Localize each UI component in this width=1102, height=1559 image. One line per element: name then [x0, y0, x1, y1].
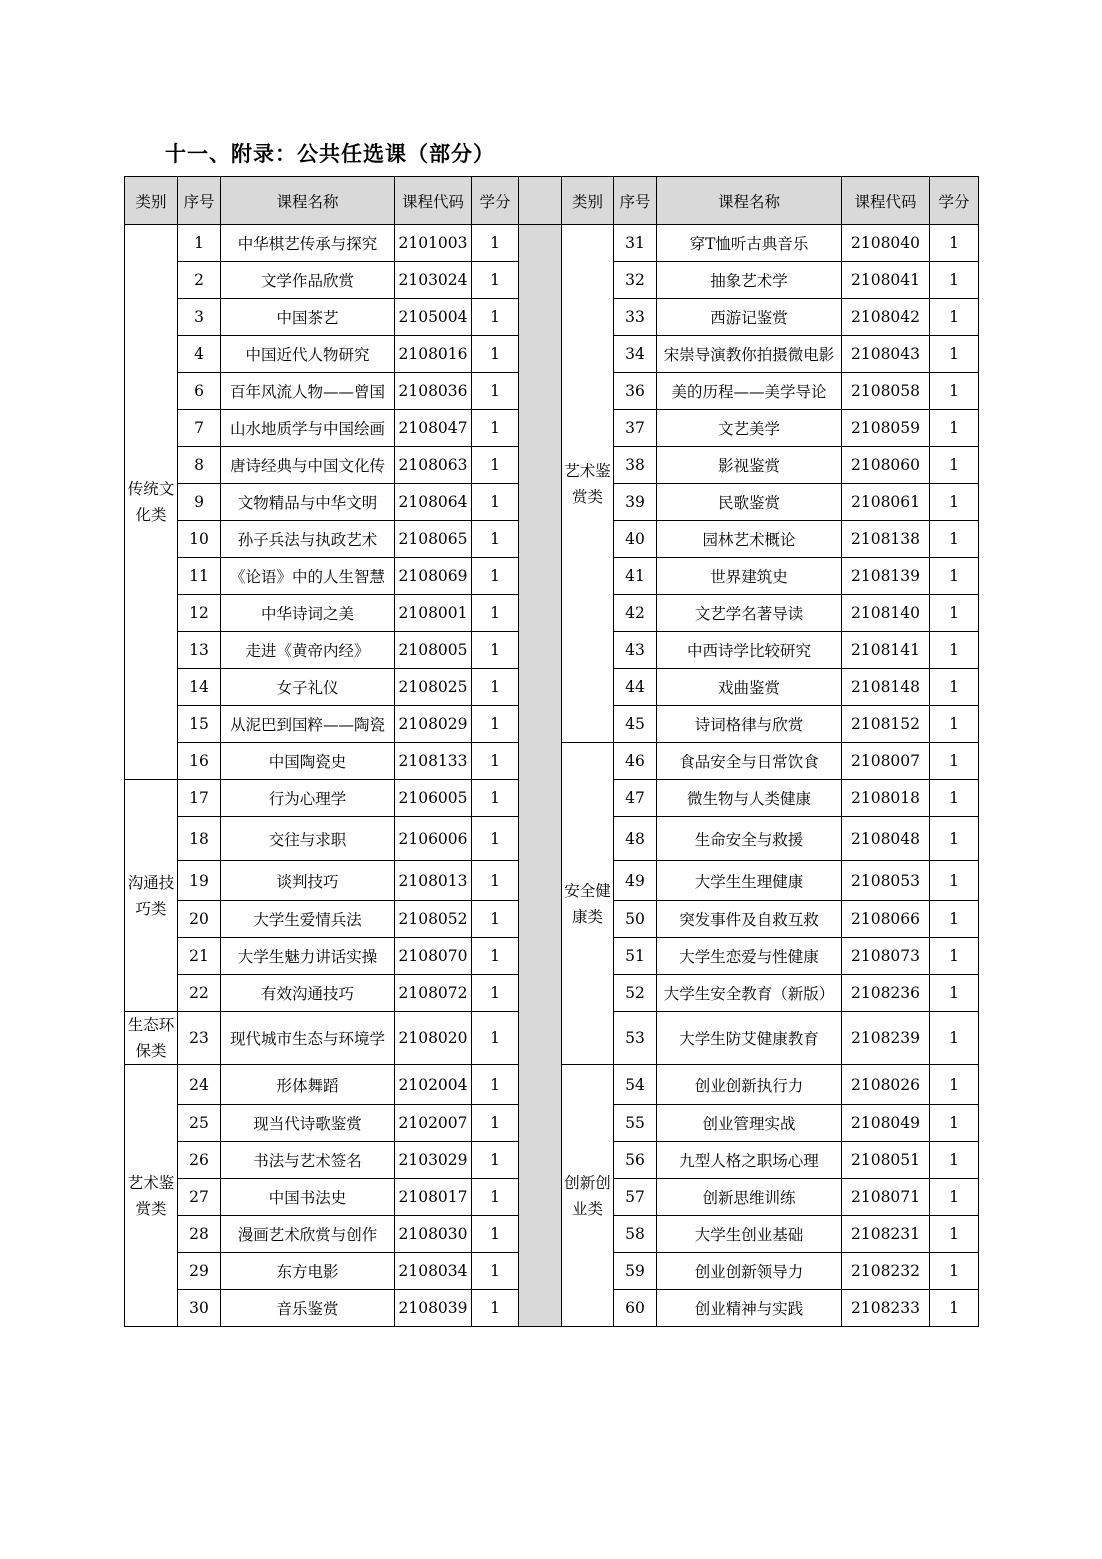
course-name: 穿T恤听古典音乐: [657, 225, 842, 262]
course-credit: 1: [930, 1105, 979, 1142]
course-name: 音乐鉴赏: [221, 1290, 395, 1327]
course-no: 18: [178, 817, 221, 861]
course-credit: 1: [472, 901, 519, 938]
header-name: 课程名称: [221, 177, 395, 225]
course-name: 现当代诗歌鉴赏: [221, 1105, 395, 1142]
course-name: 从泥巴到国粹——陶瓷: [221, 706, 395, 743]
course-name: 大学生创业基础: [657, 1216, 842, 1253]
separator-column: [519, 225, 562, 1327]
course-name: 大学生魅力讲话实操: [221, 938, 395, 975]
course-no: 9: [178, 484, 221, 521]
course-code: 2108233: [842, 1290, 930, 1327]
course-credit: 1: [930, 861, 979, 901]
course-name: 《论语》中的人生智慧: [221, 558, 395, 595]
course-name: 抽象艺术学: [657, 262, 842, 299]
course-name: 诗词格律与欣赏: [657, 706, 842, 743]
course-name: 谈判技巧: [221, 861, 395, 901]
course-name: 园林艺术概论: [657, 521, 842, 558]
course-code: 2108133: [395, 743, 472, 780]
course-no: 44: [614, 669, 657, 706]
course-no: 6: [178, 373, 221, 410]
course-name: 宋崇导演教你拍摄微电影: [657, 336, 842, 373]
course-code: 2106005: [395, 780, 472, 817]
course-code: 2108007: [842, 743, 930, 780]
course-credit: 1: [472, 1105, 519, 1142]
course-name: 大学生恋爱与性健康: [657, 938, 842, 975]
course-no: 32: [614, 262, 657, 299]
course-code: 2108052: [395, 901, 472, 938]
course-name: 影视鉴赏: [657, 447, 842, 484]
course-name: 形体舞蹈: [221, 1065, 395, 1105]
course-name: 漫画艺术欣赏与创作: [221, 1216, 395, 1253]
course-credit: 1: [472, 484, 519, 521]
course-credit: 1: [472, 861, 519, 901]
course-credit: 1: [472, 1142, 519, 1179]
course-code: 2108040: [842, 225, 930, 262]
course-no: 46: [614, 743, 657, 780]
course-name: 创业创新领导力: [657, 1253, 842, 1290]
course-credit: 1: [930, 262, 979, 299]
course-credit: 1: [472, 1012, 519, 1065]
course-no: 29: [178, 1253, 221, 1290]
course-credit: 1: [472, 336, 519, 373]
table-header-row: [125, 177, 979, 225]
course-credit: 1: [930, 558, 979, 595]
course-name: 有效沟通技巧: [221, 975, 395, 1012]
page-title: 十一、附录：公共任选课（部分）: [165, 142, 495, 166]
course-no: 53: [614, 1012, 657, 1065]
course-credit: 1: [930, 1142, 979, 1179]
course-name: 九型人格之职场心理: [657, 1142, 842, 1179]
course-code: 2108061: [842, 484, 930, 521]
course-name: 行为心理学: [221, 780, 395, 817]
course-no: 13: [178, 632, 221, 669]
course-credit: 1: [472, 780, 519, 817]
course-name: 现代城市生态与环境学: [221, 1012, 395, 1065]
course-credit: 1: [472, 1253, 519, 1290]
course-code: 2108236: [842, 975, 930, 1012]
course-name: 中国陶瓷史: [221, 743, 395, 780]
course-code: 2108036: [395, 373, 472, 410]
course-credit: 1: [472, 669, 519, 706]
course-no: 28: [178, 1216, 221, 1253]
course-credit: 1: [930, 1216, 979, 1253]
course-no: 27: [178, 1179, 221, 1216]
course-code: 2108232: [842, 1253, 930, 1290]
course-no: 38: [614, 447, 657, 484]
course-name: 微生物与人类健康: [657, 780, 842, 817]
course-credit: 1: [472, 817, 519, 861]
course-credit: 1: [472, 975, 519, 1012]
course-code: 2108073: [842, 938, 930, 975]
header-name: 课程名称: [657, 177, 842, 225]
course-credit: 1: [930, 817, 979, 861]
course-code: 2108070: [395, 938, 472, 975]
course-no: 24: [178, 1065, 221, 1105]
course-no: 23: [178, 1012, 221, 1065]
table-row: [125, 225, 979, 262]
header-no: 序号: [614, 177, 657, 225]
course-code: 2108041: [842, 262, 930, 299]
course-code: 2108231: [842, 1216, 930, 1253]
course-credit: 1: [930, 1065, 979, 1105]
course-code: 2108140: [842, 595, 930, 632]
course-no: 54: [614, 1065, 657, 1105]
course-no: 57: [614, 1179, 657, 1216]
course-name: 中国近代人物研究: [221, 336, 395, 373]
course-code: 2108152: [842, 706, 930, 743]
course-credit: 1: [930, 938, 979, 975]
course-name: 文物精品与中华文明: [221, 484, 395, 521]
course-name: 中华棋艺传承与探究: [221, 225, 395, 262]
course-credit: 1: [472, 1290, 519, 1327]
course-no: 45: [614, 706, 657, 743]
course-no: 41: [614, 558, 657, 595]
course-code: 2108005: [395, 632, 472, 669]
course-credit: 1: [472, 632, 519, 669]
course-no: 1: [178, 225, 221, 262]
course-code: 2108049: [842, 1105, 930, 1142]
course-name: 西游记鉴赏: [657, 299, 842, 336]
course-credit: 1: [930, 225, 979, 262]
course-code: 2108060: [842, 447, 930, 484]
course-code: 2102004: [395, 1065, 472, 1105]
course-no: 7: [178, 410, 221, 447]
course-name: 创业管理实战: [657, 1105, 842, 1142]
course-no: 11: [178, 558, 221, 595]
course-no: 8: [178, 447, 221, 484]
course-code: 2108063: [395, 447, 472, 484]
course-credit: 1: [930, 632, 979, 669]
category-cell: 艺术鉴赏类: [125, 1065, 178, 1327]
course-code: 2108042: [842, 299, 930, 336]
course-no: 14: [178, 669, 221, 706]
course-no: 33: [614, 299, 657, 336]
course-no: 17: [178, 780, 221, 817]
course-name: 百年风流人物——曾国: [221, 373, 395, 410]
course-name: 文艺学名著导读: [657, 595, 842, 632]
course-credit: 1: [930, 299, 979, 336]
course-name: 民歌鉴赏: [657, 484, 842, 521]
course-credit: 1: [930, 447, 979, 484]
course-no: 47: [614, 780, 657, 817]
course-name: 大学生生理健康: [657, 861, 842, 901]
course-credit: 1: [472, 558, 519, 595]
course-name: 创业创新执行力: [657, 1065, 842, 1105]
course-code: 2108025: [395, 669, 472, 706]
course-no: 60: [614, 1290, 657, 1327]
course-code: 2108047: [395, 410, 472, 447]
course-credit: 1: [930, 780, 979, 817]
course-name: 世界建筑史: [657, 558, 842, 595]
course-code: 2108048: [842, 817, 930, 861]
course-credit: 1: [472, 1179, 519, 1216]
course-code: 2108034: [395, 1253, 472, 1290]
course-code: 2108026: [842, 1065, 930, 1105]
course-name: 走进《黄帝内经》: [221, 632, 395, 669]
course-credit: 1: [472, 743, 519, 780]
course-name: 唐诗经典与中国文化传: [221, 447, 395, 484]
header-credit: 学分: [930, 177, 979, 225]
course-name: 孙子兵法与执政艺术: [221, 521, 395, 558]
course-name: 戏曲鉴赏: [657, 669, 842, 706]
course-no: 31: [614, 225, 657, 262]
header-category: 类别: [125, 177, 178, 225]
course-credit: 1: [930, 484, 979, 521]
course-name: 书法与艺术签名: [221, 1142, 395, 1179]
course-credit: 1: [930, 410, 979, 447]
course-no: 34: [614, 336, 657, 373]
course-name: 山水地质学与中国绘画: [221, 410, 395, 447]
course-name: 文学作品欣赏: [221, 262, 395, 299]
course-no: 50: [614, 901, 657, 938]
course-code: 2108059: [842, 410, 930, 447]
course-credit: 1: [472, 595, 519, 632]
course-no: 16: [178, 743, 221, 780]
course-code: 2108139: [842, 558, 930, 595]
course-code: 2108239: [842, 1012, 930, 1065]
course-name: 生命安全与救援: [657, 817, 842, 861]
course-credit: 1: [930, 521, 979, 558]
course-no: 22: [178, 975, 221, 1012]
category-cell: 沟通技巧类: [125, 780, 178, 1012]
course-code: 2108065: [395, 521, 472, 558]
course-code: 2108071: [842, 1179, 930, 1216]
course-name: 大学生安全教育（新版）: [657, 975, 842, 1012]
course-no: 49: [614, 861, 657, 901]
course-credit: 1: [472, 1065, 519, 1105]
course-name: 突发事件及自救互救: [657, 901, 842, 938]
course-code: 2108043: [842, 336, 930, 373]
course-credit: 1: [930, 706, 979, 743]
course-no: 26: [178, 1142, 221, 1179]
course-no: 25: [178, 1105, 221, 1142]
course-code: 2108058: [842, 373, 930, 410]
course-no: 4: [178, 336, 221, 373]
course-code: 2108051: [842, 1142, 930, 1179]
header-code: 课程代码: [842, 177, 930, 225]
course-code: 2108148: [842, 669, 930, 706]
separator-column: [519, 177, 562, 225]
course-credit: 1: [930, 1253, 979, 1290]
course-no: 48: [614, 817, 657, 861]
course-credit: 1: [930, 975, 979, 1012]
course-credit: 1: [930, 336, 979, 373]
course-no: 40: [614, 521, 657, 558]
course-code: 2108016: [395, 336, 472, 373]
course-name: 文艺美学: [657, 410, 842, 447]
course-code: 2105004: [395, 299, 472, 336]
course-name: 创新思维训练: [657, 1179, 842, 1216]
course-no: 59: [614, 1253, 657, 1290]
course-credit: 1: [930, 1012, 979, 1065]
course-no: 19: [178, 861, 221, 901]
course-credit: 1: [472, 410, 519, 447]
course-name: 创业精神与实践: [657, 1290, 842, 1327]
course-code: 2108053: [842, 861, 930, 901]
course-credit: 1: [930, 743, 979, 780]
category-cell: 生态环保类: [125, 1012, 178, 1065]
course-no: 3: [178, 299, 221, 336]
course-no: 58: [614, 1216, 657, 1253]
course-code: 2108138: [842, 521, 930, 558]
category-cell: 艺术鉴赏类: [562, 225, 614, 743]
course-code: 2108001: [395, 595, 472, 632]
course-no: 42: [614, 595, 657, 632]
course-code: 2102007: [395, 1105, 472, 1142]
course-credit: 1: [930, 1179, 979, 1216]
course-no: 43: [614, 632, 657, 669]
course-no: 2: [178, 262, 221, 299]
course-no: 21: [178, 938, 221, 975]
category-cell: 传统文化类: [125, 225, 178, 780]
course-no: 12: [178, 595, 221, 632]
course-no: 39: [614, 484, 657, 521]
course-name: 中华诗词之美: [221, 595, 395, 632]
course-credit: 1: [472, 299, 519, 336]
course-credit: 1: [930, 373, 979, 410]
course-code: 2108018: [842, 780, 930, 817]
course-no: 56: [614, 1142, 657, 1179]
header-no: 序号: [178, 177, 221, 225]
course-no: 55: [614, 1105, 657, 1142]
course-name: 大学生防艾健康教育: [657, 1012, 842, 1065]
course-credit: 1: [472, 225, 519, 262]
category-cell: 安全健康类: [562, 743, 614, 1065]
category-cell: 创新创业类: [562, 1065, 614, 1327]
header-code: 课程代码: [395, 177, 472, 225]
course-code: 2103029: [395, 1142, 472, 1179]
course-no: 37: [614, 410, 657, 447]
course-credit: 1: [472, 447, 519, 484]
header-credit: 学分: [472, 177, 519, 225]
course-code: 2108066: [842, 901, 930, 938]
course-credit: 1: [472, 373, 519, 410]
course-no: 15: [178, 706, 221, 743]
course-credit: 1: [472, 706, 519, 743]
course-code: 2108013: [395, 861, 472, 901]
course-no: 20: [178, 901, 221, 938]
course-credit: 1: [930, 1290, 979, 1327]
course-credit: 1: [930, 595, 979, 632]
course-name: 大学生爱情兵法: [221, 901, 395, 938]
course-credit: 1: [472, 521, 519, 558]
course-code: 2108039: [395, 1290, 472, 1327]
course-no: 52: [614, 975, 657, 1012]
course-credit: 1: [930, 901, 979, 938]
course-no: 10: [178, 521, 221, 558]
course-name: 中国茶艺: [221, 299, 395, 336]
course-credit: 1: [930, 669, 979, 706]
course-credit: 1: [472, 938, 519, 975]
course-name: 中国书法史: [221, 1179, 395, 1216]
course-code: 2106006: [395, 817, 472, 861]
course-table: [124, 176, 979, 1327]
course-code: 2108017: [395, 1179, 472, 1216]
course-code: 2101003: [395, 225, 472, 262]
course-name: 中西诗学比较研究: [657, 632, 842, 669]
course-name: 东方电影: [221, 1253, 395, 1290]
course-code: 2108069: [395, 558, 472, 595]
course-name: 美的历程——美学导论: [657, 373, 842, 410]
header-category: 类别: [562, 177, 614, 225]
course-code: 2108064: [395, 484, 472, 521]
course-no: 51: [614, 938, 657, 975]
course-code: 2108072: [395, 975, 472, 1012]
course-name: 交往与求职: [221, 817, 395, 861]
course-code: 2103024: [395, 262, 472, 299]
course-no: 30: [178, 1290, 221, 1327]
course-code: 2108029: [395, 706, 472, 743]
course-code: 2108020: [395, 1012, 472, 1065]
course-code: 2108030: [395, 1216, 472, 1253]
course-credit: 1: [472, 262, 519, 299]
course-no: 36: [614, 373, 657, 410]
course-name: 食品安全与日常饮食: [657, 743, 842, 780]
course-code: 2108141: [842, 632, 930, 669]
course-name: 女子礼仪: [221, 669, 395, 706]
course-credit: 1: [472, 1216, 519, 1253]
